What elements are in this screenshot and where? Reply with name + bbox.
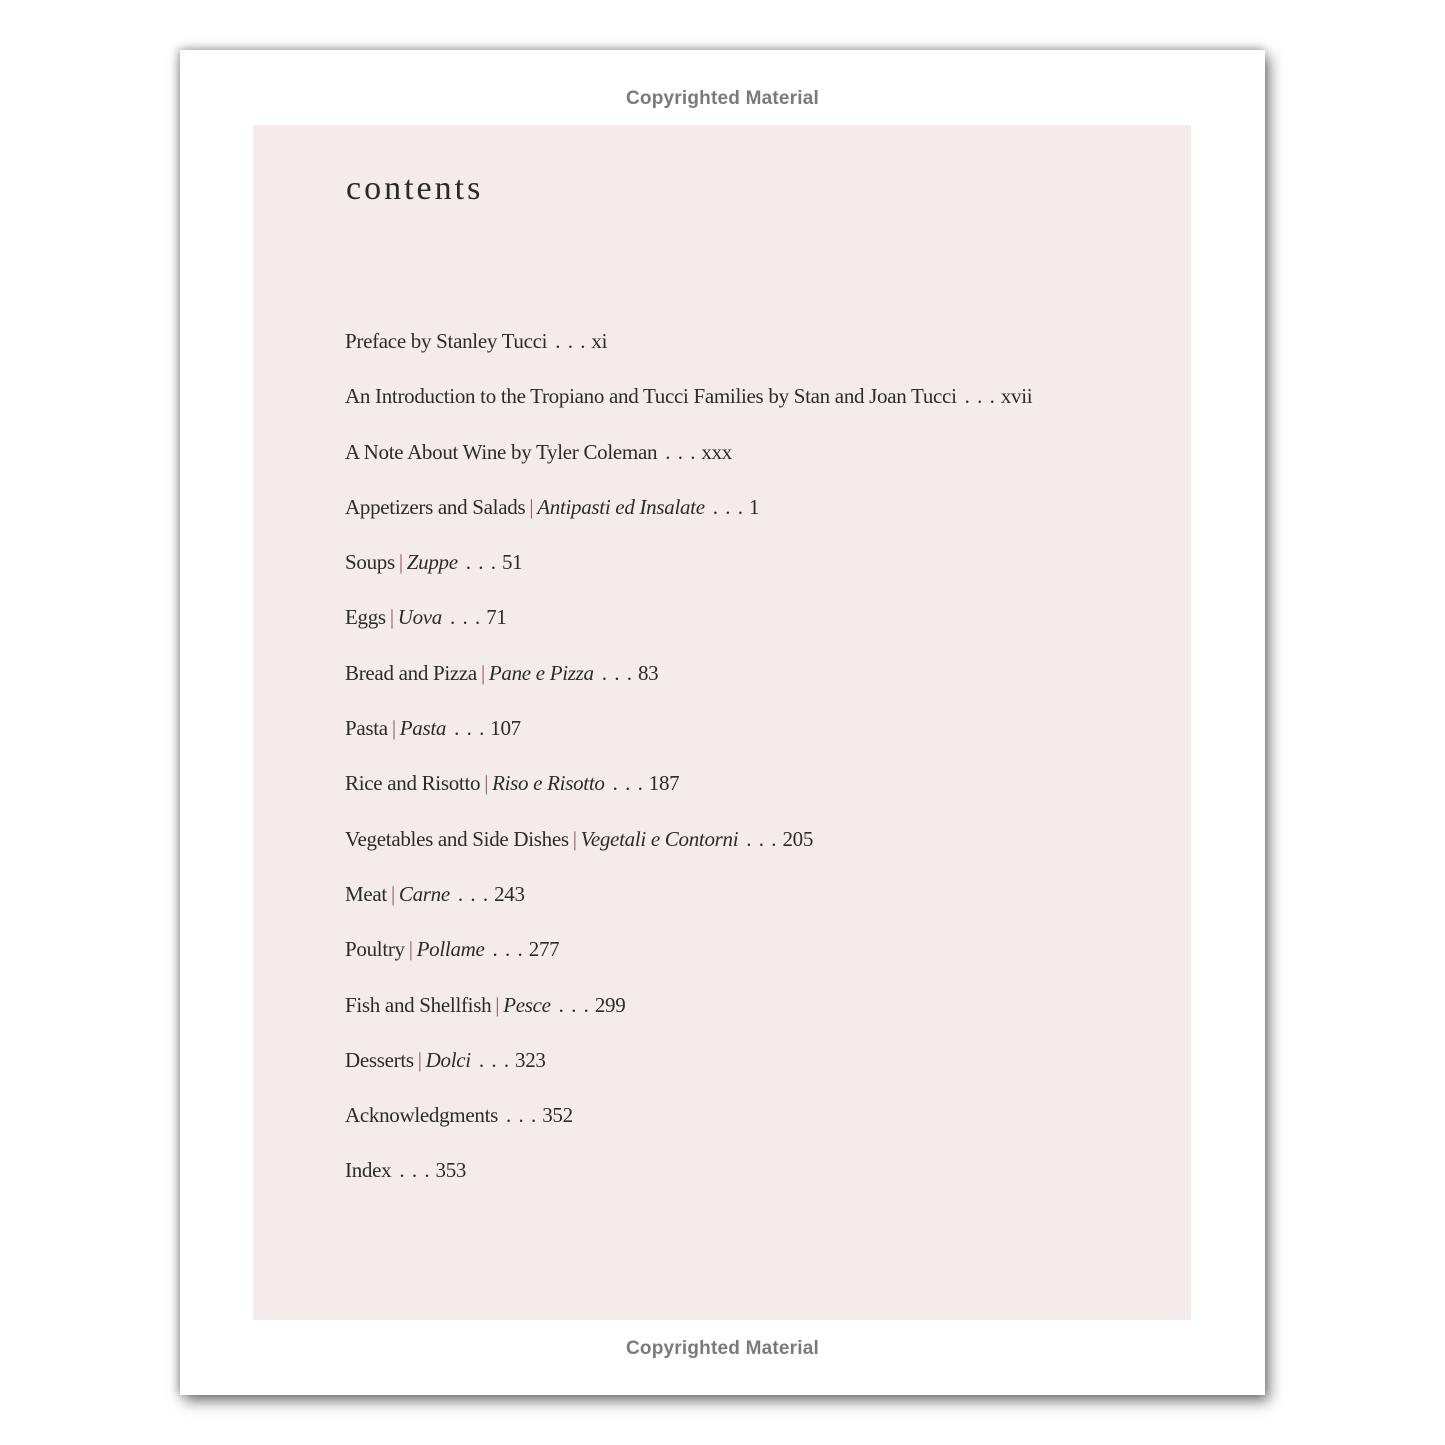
leader-dots: . . .: [665, 439, 697, 464]
page-title: contents: [346, 170, 484, 207]
leader-dots: . . .: [399, 1158, 431, 1183]
toc-entry-italian: Dolci: [425, 1047, 471, 1072]
toc-entry-italian: Uova: [397, 605, 443, 630]
toc-entry[interactable]: [345, 878, 1032, 933]
toc-entry-title: Vegetables and Side Dishes: [345, 826, 569, 851]
leader-dots: . . .: [492, 937, 524, 962]
toc-entry-italian: Pasta: [399, 716, 447, 741]
toc-entry-italian: Pesce: [503, 992, 551, 1017]
book-page: [180, 50, 1265, 1395]
toc-entry-title: Poultry: [345, 937, 405, 962]
toc-entry[interactable]: [345, 767, 1032, 822]
toc-entry-italian: Pane e Pizza: [488, 660, 594, 685]
toc-entry[interactable]: [345, 657, 1032, 712]
toc-entry[interactable]: [345, 1044, 1032, 1099]
toc-entry-title: Preface by Stanley Tucci: [345, 329, 548, 353]
toc-entry-page: 205: [782, 826, 814, 851]
separator-bar: |: [391, 716, 396, 741]
separator-bar: |: [398, 550, 403, 575]
toc-entry[interactable]: [345, 380, 1032, 435]
copyright-header: Copyrighted Material: [626, 88, 819, 109]
toc-entry-italian: Antipasti ed Insalate: [537, 494, 705, 519]
toc-entry-page: 83: [637, 660, 659, 685]
leader-dots: . . .: [601, 660, 633, 685]
toc-entry[interactable]: [345, 325, 1032, 380]
toc-entry-page: 353: [435, 1158, 467, 1183]
toc-entry-page: xxx: [701, 439, 732, 464]
leader-dots: . . .: [478, 1047, 511, 1072]
separator-bar: |: [408, 937, 413, 962]
toc-entry[interactable]: [345, 601, 1032, 656]
leader-dots: . . .: [454, 716, 486, 741]
toc-entry-page: 107: [490, 716, 521, 741]
leader-dots: . . .: [712, 494, 744, 519]
leader-dots: . . .: [505, 1103, 538, 1128]
toc-entry[interactable]: [345, 546, 1032, 601]
toc-entry-title: Appetizers and Salads: [345, 494, 526, 519]
separator-bar: |: [389, 605, 394, 630]
toc-entry-title: Index: [345, 1158, 392, 1183]
toc-entry[interactable]: [345, 1154, 1032, 1209]
toc-entry-page: xi: [591, 329, 608, 353]
toc-entry[interactable]: [345, 491, 1032, 546]
leader-dots: . . .: [450, 605, 482, 630]
toc-entry-title: Eggs: [345, 605, 386, 630]
toc-entry-title: Fish and Shellfish: [345, 992, 492, 1017]
toc-entry-title: Meat: [345, 881, 387, 906]
leader-dots: . . .: [612, 771, 644, 796]
toc-entry-page: 1: [748, 494, 760, 519]
toc-entry-page: xvii: [1000, 384, 1033, 409]
toc-entry[interactable]: [345, 933, 1032, 988]
leader-dots: . . .: [558, 992, 590, 1017]
separator-bar: |: [390, 881, 395, 906]
toc-entry-italian: Pollame: [416, 937, 485, 962]
toc-entry-page: 51: [501, 550, 523, 575]
leader-dots: . . .: [555, 329, 587, 353]
separator-bar: |: [495, 992, 500, 1017]
separator-bar: |: [529, 494, 534, 519]
toc-entry-title: Soups: [345, 550, 395, 575]
toc-entry-title: Desserts: [345, 1047, 414, 1072]
leader-dots: . . .: [746, 826, 778, 851]
toc-entry[interactable]: [345, 1099, 1032, 1154]
toc-entry-page: 277: [528, 937, 560, 962]
toc-entry[interactable]: [345, 989, 1032, 1044]
toc-entry-title: Bread and Pizza: [345, 660, 477, 685]
separator-bar: |: [572, 826, 577, 851]
toc-entry-title: Acknowledgments: [345, 1103, 498, 1128]
toc-entry-page: 299: [594, 992, 626, 1017]
separator-bar: |: [417, 1047, 422, 1072]
toc-entry-title: A Note About Wine by Tyler Coleman: [345, 439, 658, 464]
toc-entry-page: 352: [542, 1103, 573, 1128]
toc-entry-italian: Zuppe: [406, 550, 458, 575]
toc-entry-page: 323: [515, 1047, 546, 1072]
toc-entry-title: Pasta: [345, 716, 388, 741]
toc-entry-italian: Vegetali e Contorni: [580, 826, 739, 851]
toc-entry-page: 243: [494, 881, 525, 906]
copyright-footer: Copyrighted Material: [626, 1338, 819, 1359]
toc-entry-page: 71: [486, 605, 507, 630]
toc-entry[interactable]: [345, 712, 1032, 767]
toc-entry-italian: Carne: [398, 881, 450, 906]
separator-bar: |: [484, 771, 489, 796]
contents-panel: [253, 125, 1191, 1320]
leader-dots: . . .: [457, 881, 490, 906]
toc-entry-title: Rice and Risotto: [345, 771, 481, 796]
toc-entry-page: 187: [648, 771, 680, 796]
toc-entry-title: An Introduction to the Tropiano and Tucci Families by Stan and Joan Tucci: [345, 384, 957, 409]
table-of-contents: [345, 325, 1032, 1210]
toc-entry-italian: Riso e Risotto: [492, 771, 605, 796]
toc-entry[interactable]: [345, 436, 1032, 491]
toc-entry[interactable]: [345, 823, 1032, 878]
separator-bar: |: [480, 660, 485, 685]
leader-dots: . . .: [465, 550, 498, 575]
leader-dots: . . .: [964, 384, 996, 409]
